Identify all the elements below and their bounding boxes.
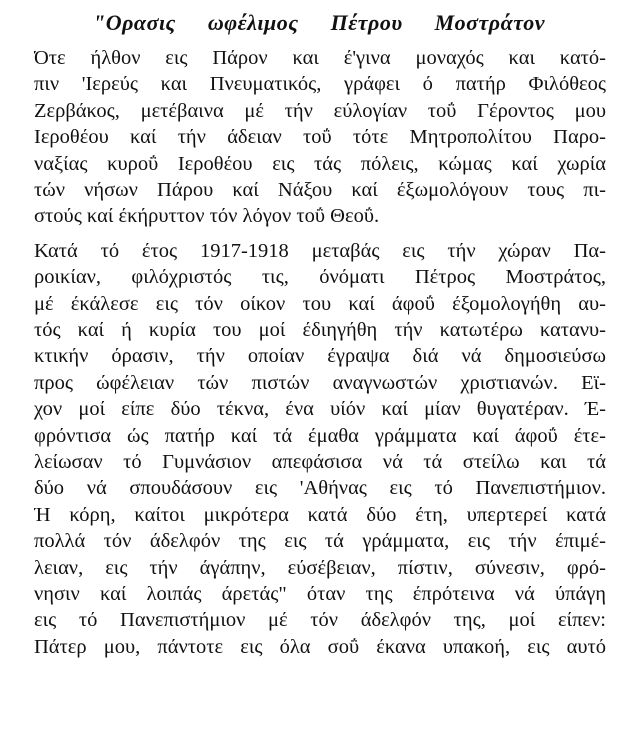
text-line: πολλά τόν άδελφόν της εις τά γράμματα, εις τήν έπιμέ-	[34, 530, 606, 553]
text-line: ροικίαν, φιλόχριστός τις, όνόματι Πέτρος Μοστράτος,	[34, 266, 606, 289]
text-line: μέ έκάλεσε εις τόν οίκον του καί άφοΰ έξομολογήθη αυ-	[34, 292, 606, 315]
text-line: λείωσαν τό Γυμνάσιον απεφάσισα νά τά στείλω και τά	[34, 451, 606, 473]
text-line: τός καί ή κυρία του μοί έδιηγήθη τήν κατωτέρω κατανυ-	[34, 319, 606, 341]
text-line: νησιν καί λοιπάς άρετάς" όταν της έπρότεινα νά ύπάγη	[34, 583, 606, 605]
text-line: δύο νά σπουδάσουν εις 'Αθήνας εις τό Πανεπιστήμιον.	[34, 477, 606, 500]
text-line: ναξίας κυροΰ Ιεροθέου εις τάς πόλεις, κώμας καί χωρία	[34, 152, 606, 175]
text-line: εις τό Πανεπιστήμιον μέ τόν άδελφόν της, μοί είπεν:	[34, 609, 606, 632]
text-line: τών νήσων Πάρου καί Νάξου καί έξωμολόγουν τους πι-	[34, 179, 606, 201]
text-line: χον μοί είπε δύο τέκνα, ένα υίόν καί μίαν θυγατέραν. Έ-	[34, 398, 606, 421]
text-line: Ιεροθέου καί τήν άδειαν τοΰ τότε Μητροπολίτου Παρο-	[34, 126, 606, 149]
text-line: κτικήν όρασιν, τήν οποίαν έγραψα διά νά δημοσιεύσω	[34, 345, 606, 368]
page-title: "Ορασις ωφέλιμος Πέτρου Μοστράτον	[92, 10, 546, 35]
text-line: Κατά τό έτος 1917-1918 μεταβάς εις τήν χώραν Πα-	[34, 239, 606, 262]
text-line: προς ώφέλειαν τών πιστών αναγνωστών χριστιανών. Εϊ-	[34, 371, 606, 394]
text-line: Ζερβάκος, μετέβαινα μέ τήν εύλογίαν τοΰ Γέροντος μου	[34, 99, 606, 122]
text-line: Ότε ήλθον εις Πάρον και έ'γινα μοναχός και κατό-	[34, 47, 606, 69]
text-line: Ή κόρη, καίτοι μικρότερα κατά δύο έτη, υπερτερεί κατά	[34, 503, 606, 526]
text-line: φρόντισα ώς πατήρ καί τά έμαθα γράμματα καί άφοΰ έτε-	[34, 424, 606, 447]
text-line: πιν 'Ιερεύς και Πνευματικός, γράφει ό πατήρ Φιλόθεος	[34, 73, 606, 96]
text-line: λειαν, εις τήν άγάπην, εύσέβειαν, πίστιν, σύνεσιν, φρό-	[34, 556, 606, 579]
text-line: Πάτερ μου, πάντοτε εις όλα σοΰ έκανα υπακοή, εις αυτό	[34, 635, 606, 658]
text-line: στούς καί έκήρυττον τόν λόγον τοΰ Θεοΰ.	[34, 205, 380, 228]
